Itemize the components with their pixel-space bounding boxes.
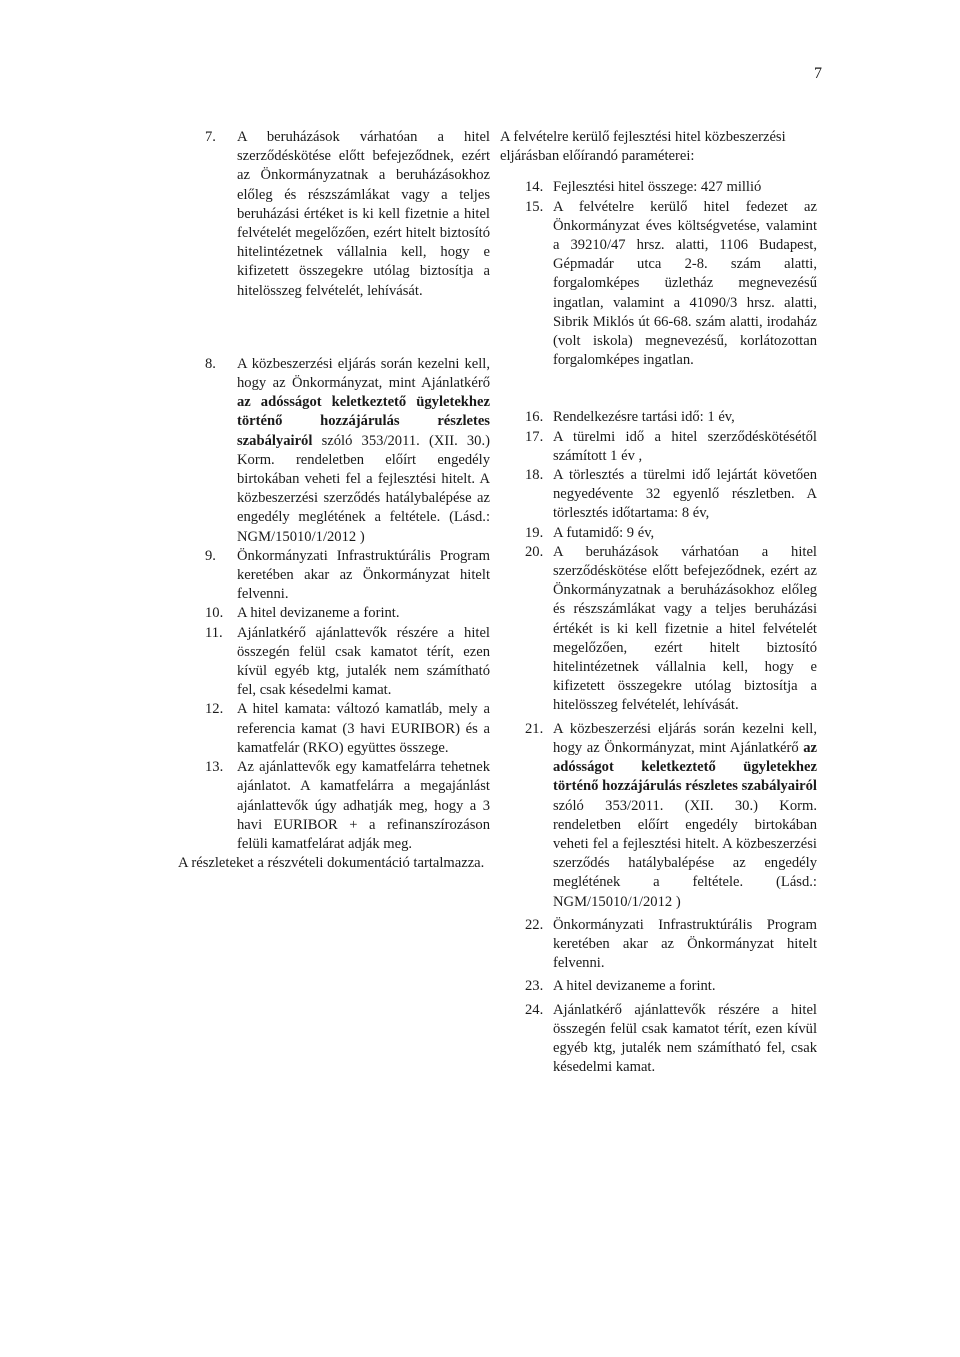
list-item: [178, 547, 490, 605]
list-item: [497, 916, 817, 974]
item-text: szóló 353/2011. (XII. 30.) Korm. rendeletben előírt engedély birtokában veheti fel a fejlesztési hitelt. A közbeszerzési szerződés hatálybalépése az engedély meglétének a feltétele. (Lásd.: NGM/15010/1/2012 ): [553, 797, 817, 910]
section-intro: A felvételre kerülő fejlesztési hitel közbeszerzési eljárásban előírandó paraméterei:: [500, 129, 786, 165]
item-text: A beruházások várhatóan a hitel szerződéskötése előtt befejeződnek, ezért az Önkormányzatnak a beruházásokhoz előleg és részszámlákat vagy a teljes beruházási értéket is ki kell fizetnie a hitel felvételét megelőzően, ezért hitelt biztosító hitelintézetnek vállalnia kell, hogy e kifizetett összegekre utólag biztosítja a hitelösszeg felvételét, lehívását.: [237, 129, 490, 299]
item-number: 19.: [525, 524, 544, 541]
list-item: [497, 543, 817, 716]
item-number: 8.: [205, 355, 216, 372]
item-text: Ajánlatkérő ajánlattevők részére a hitel összegén felül csak kamatot térít, ezen kívül egyéb ktg, jutalék nem számítható fel, csak késedelmi kamat.: [553, 1001, 817, 1076]
item-text-bold: az adósságot keletkeztető ügyletekhez történő hozzájárulás részletes szabályairól: [553, 739, 817, 795]
item-number: 18.: [525, 467, 544, 484]
list-item: [178, 355, 490, 547]
item-text: A törlesztés a türelmi idő lejártát követően negyedévente 32 egyenlő részletben. A törlesztés időtartama: 8 év,: [553, 467, 817, 522]
item-text: Önkormányzati Infrastruktúrális Program keretében akar az Önkormányzat hitelt felvenni.: [553, 916, 817, 972]
list-item: [497, 466, 817, 524]
item-text: A hitel devizaneme a forint.: [237, 605, 400, 622]
item-number: 16.: [525, 409, 544, 426]
item-number: 20.: [525, 543, 544, 560]
list-item: [497, 977, 817, 996]
list-item: [178, 624, 490, 701]
item-number: 10.: [205, 605, 224, 622]
item-number: 15.: [525, 198, 544, 215]
list-item: [497, 178, 817, 197]
list-item: [497, 1001, 817, 1078]
list-item: [178, 604, 490, 623]
item-number: 11.: [205, 624, 223, 641]
item-number: 14.: [525, 179, 544, 196]
item-number: 13.: [205, 759, 224, 776]
item-text: A közbeszerzési eljárás során kezelni kell, hogy az Önkormányzat, mint Ajánlatkérő: [553, 720, 817, 756]
list-item: [497, 428, 817, 466]
right-column: [497, 128, 817, 1077]
list-item: [178, 700, 490, 758]
item-text: A hitel devizaneme a forint.: [553, 978, 716, 995]
closing-paragraph: A részleteket a részvételi dokumentáció tartalmazza.: [178, 855, 485, 872]
item-number: 7.: [205, 129, 216, 145]
list-item: [178, 758, 490, 854]
item-number: 9.: [205, 547, 216, 564]
item-text: A felvételre kerülő hitel fedezet az Önkormányzat éves költségvetése, valamint a 39210/47 hrsz. alatti, 1106 Budapest, Gépmadár utca 2-8. szám alatti, forgalomképes üzletház megnevezésű ingatlan, valamint a 41090/3 hrsz. alatti, Sibrik Miklós út 66-68. szám alatti, irodaház (volt iskola) megnevezésű, korlátozottan forgalomképes ingatlan.: [553, 198, 817, 369]
list-item: [497, 198, 817, 371]
item-number: 23.: [525, 978, 544, 995]
item-number: 24.: [525, 1001, 544, 1018]
item-number: 22.: [525, 916, 544, 933]
item-number: 21.: [525, 720, 544, 737]
item-number: 12.: [205, 701, 224, 718]
item-text: Ajánlatkérő ajánlattevők részére a hitel összegén felül csak kamatot térít, ezen kívül egyéb ktg, jutalék nem számítható fel, csak késedelmi kamat.: [237, 624, 490, 699]
item-text: A futamidő: 9 év,: [553, 524, 655, 541]
item-text: A hitel kamata: változó kamatláb, mely a referencia kamat (3 havi EURIBOR) és a kamatfelár (RKO) együttes összege.: [237, 701, 490, 756]
left-column: [178, 128, 490, 873]
item-text: A türelmi idő a hitel szerződéskötésétől számított 1 év ,: [553, 428, 817, 464]
item-text: Önkormányzati Infrastruktúrális Program keretében akar az Önkormányzat hitelt felvenni.: [237, 547, 490, 603]
item-text: A közbeszerzési eljárás során kezelni kell, hogy az Önkormányzat, mint Ajánlatkérő: [237, 355, 490, 392]
list-item: [178, 128, 490, 301]
item-text-bold: az adósságot keletkeztető ügyletekhez történő hozzájárulás részletes szabályairól: [237, 394, 490, 449]
item-text: Az ajánlattevők egy kamatfelárra tehetnek ajánlatot. A kamatfelárra a megajánlást ajánlattevők úgy adhatják meg, hogy a 3 havi EURIBOR + a refinanszírozáson felüli kamatfelárat adják meg.: [237, 759, 490, 852]
item-text: Rendelkezésre tartási idő: 1 év,: [553, 409, 735, 426]
item-text: szóló 353/2011. (XII. 30.) Korm. rendeletben előírt engedély birtokában veheti fel a fejlesztési hitelt. A közbeszerzési szerződés hatálybalépése az engedély meglétének a feltétele. (Lásd.: NGM/15010/1/2012 ): [237, 432, 490, 545]
page-number: 7: [814, 65, 822, 82]
list-item: [497, 720, 817, 912]
item-text: Fejlesztési hitel összege: 427 millió: [553, 179, 762, 196]
item-number: 17.: [525, 428, 544, 445]
list-item: [497, 524, 817, 543]
list-item: [497, 408, 817, 427]
item-text: A beruházások várhatóan a hitel szerződéskötése előtt befejeződnek, ezért az Önkormányzatnak a beruházásokhoz előleg és részszámlákat vagy a teljes beruházási értékét is ki kell fizetnie a hitel felvételét megelőzően, ezért hitelt biztosító hitelintézetnek vállalnia kell, hogy e kifizetett összegekre utólag biztosítja a hitelösszeg felvételét, lehívását.: [553, 543, 817, 714]
